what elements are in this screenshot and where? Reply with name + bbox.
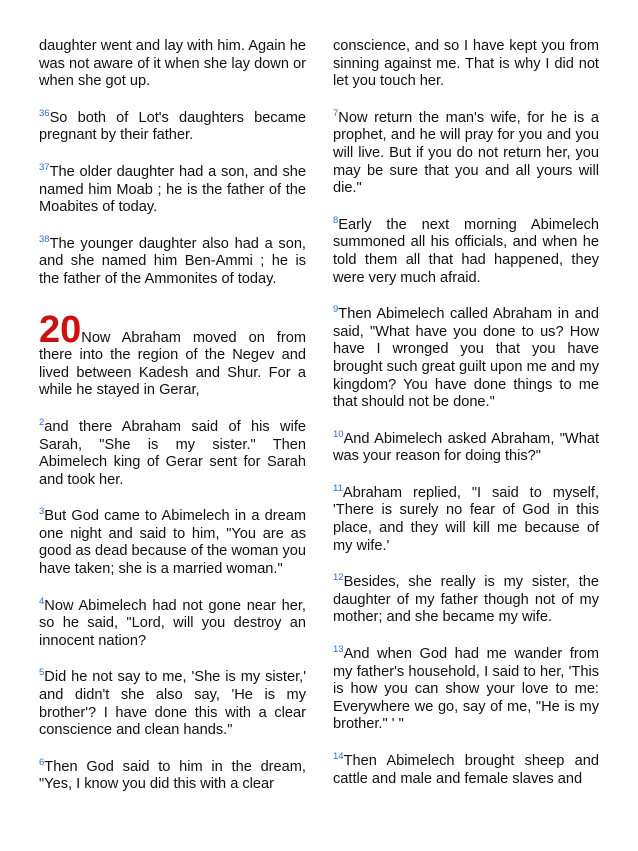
verse-text: Besides, she really is my sister, the daughter of my father though not of my mother; and she became my wife. [333, 574, 599, 626]
verse-text: Then God said to him in the dream, "Yes, I know you did this with a clear [39, 758, 306, 793]
verse-number: 14 [333, 751, 344, 763]
verse-number: 36 [39, 107, 50, 119]
right-column [333, 38, 599, 807]
verse-number: 3 [39, 506, 45, 518]
verse-number: 8 [333, 214, 339, 226]
verse-text: Then Abimelech brought sheep and cattle and male and female slaves and [333, 753, 599, 787]
paragraph [39, 756, 306, 794]
verse-text: Now Abraham moved on from there into the region of the Negev and lived between Kadesh and Shur. For a while he stayed in Gerar, [39, 329, 306, 399]
verse-number: 11 [333, 483, 343, 495]
verse-text: Did he not say to me, 'She is my sister,' and didn't she also say, 'He is my brother'? I have done this with a clear conscience and clean hands." [39, 669, 306, 739]
paragraph [39, 669, 306, 739]
verse-number: 12 [333, 572, 344, 584]
verse-text: daughter went and lay with him. Again he was not aware of it when she lay down or when she got up. [39, 38, 306, 90]
verse-text: Then Abimelech called Abraham in and said, "What have you done to us? How have I wronged you that you have brought such great guilt upon me and my kingdom? You have done things to me that should not be done." [333, 306, 599, 411]
verse-number: 9 [333, 304, 339, 316]
verse-number: 4 [39, 595, 45, 607]
paragraph [39, 164, 306, 217]
verse-number: 38 [39, 233, 50, 245]
paragraph [333, 485, 599, 555]
paragraph [39, 107, 306, 145]
verse-text: The older daughter had a son, and she named him Moab ; he is the father of the Moabites of today. [39, 163, 306, 216]
verse-number: 5 [39, 667, 45, 679]
verse-text: Now Abimelech had not gone near her, so he said, "Lord, will you destroy an innocent nation? [39, 597, 306, 649]
chapter-number: 20 [39, 308, 82, 351]
paragraph [333, 646, 599, 734]
verse-text: But God came to Abimelech in a dream one night and said to him, "You are as good as dead because of the woman you have taken; she is a married woman." [39, 508, 306, 578]
verse-number: 13 [333, 644, 344, 656]
paragraph [333, 428, 599, 466]
chapter-paragraph [39, 308, 306, 400]
paragraph [333, 574, 599, 627]
paragraph [333, 38, 599, 91]
verse-number: 37 [39, 162, 50, 174]
verse-text: So both of Lot's daughters became pregnant by their father. [39, 109, 306, 144]
paragraph [39, 508, 306, 578]
verse-text: and there Abraham said of his wife Sarah, "She is my sister." Then Abimelech king of Gerar sent for Sarah and took her. [39, 418, 306, 488]
verse-number: 7 [333, 107, 339, 119]
left-column [39, 38, 306, 813]
paragraph [39, 595, 306, 651]
paragraph [333, 214, 599, 287]
verse-text: The younger daughter also had a son, and she named him Ben-Ammi ; he is the father of the Ammonites of today. [39, 235, 306, 287]
verse-number: 10 [333, 428, 344, 440]
verse-text: Now return the man's wife, for he is a prophet, and he will pray for you and you will live. But if you do not return her, you may be sure that you and all yours will die." [333, 109, 599, 197]
paragraph [39, 233, 306, 289]
verse-text: And when God had me wander from my father's household, I said to her, 'This is how you can show your love to me: Everywhere we go, say of me, "He is my brother." ' " [333, 646, 599, 733]
verse-text: Early the next morning Abimelech summoned all his officials, and when he told them all that had happened, they were very much afraid. [333, 216, 599, 286]
paragraph [39, 419, 306, 489]
paragraph [333, 753, 599, 788]
verse-number: 6 [39, 756, 45, 768]
verse-text: conscience, and so I have kept you from sinning against me. That is why I did not let you touch her. [333, 38, 599, 90]
paragraph [333, 107, 599, 198]
paragraph [39, 38, 306, 91]
verse-text: And Abimelech asked Abraham, "What was your reason for doing this?" [333, 430, 599, 465]
paragraph [333, 306, 599, 412]
verse-number: 2 [39, 417, 45, 429]
verse-text: Abraham replied, "I said to myself, 'There is surely no fear of God in this place, and they will kill me because of my wife.' [333, 484, 599, 554]
